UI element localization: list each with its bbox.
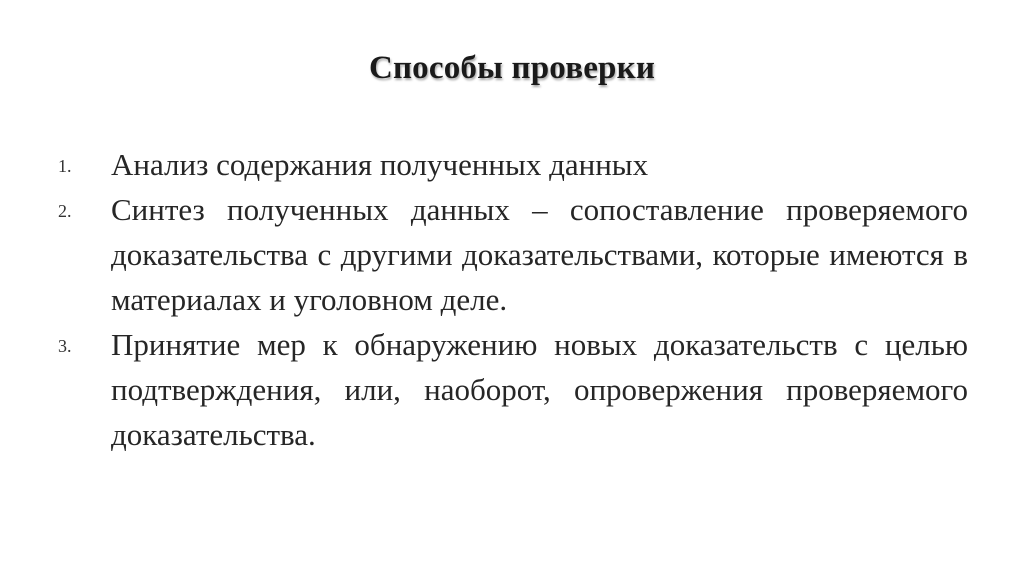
list-item-number: 1. [58,156,72,176]
list-item [58,322,968,457]
slide-title: Способы проверки [368,50,656,86]
numbered-list [58,142,968,457]
list-item-text: Анализ содержания полученных данных [111,147,649,182]
list-item [58,142,968,187]
list-item-number: 3. [58,336,72,356]
list-item-text: Принятие мер к обнаружению новых доказательств с целью подтверждения, или, наоборот, опровержения проверяемого доказательства. [111,327,968,452]
list-item-text: Синтез полученных данных – сопоставление проверяемого доказательства с другими доказательствами, которые имеются в материалах и уголовном деле. [111,192,968,317]
list-item [58,187,968,322]
list-item-number: 2. [58,201,72,221]
